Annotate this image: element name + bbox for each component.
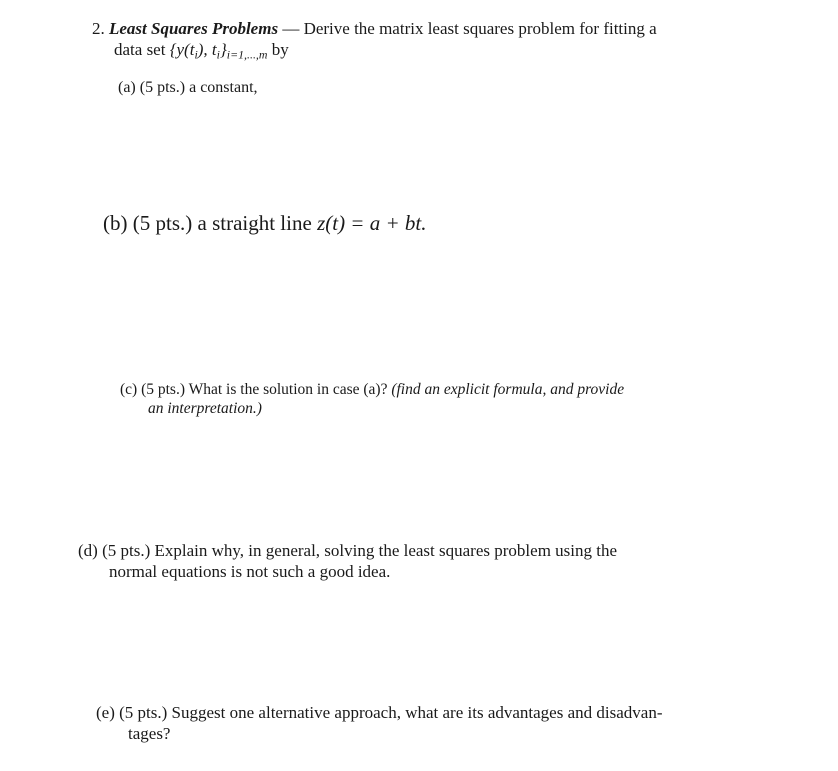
part-b-points: (5 pts.) <box>132 211 193 235</box>
part-c-label: (c) <box>120 381 138 398</box>
part-b <box>103 210 426 236</box>
problem-title: Least Squares Problems <box>109 19 279 38</box>
part-d-text-line1: Explain why, in general, solving the least squares problem using the <box>154 541 618 560</box>
dataset-suffix: by <box>271 40 289 60</box>
part-a-text: a constant, <box>189 79 258 96</box>
part-c <box>120 380 760 419</box>
problem-intro: Derive the matrix least squares problem for fitting a <box>303 19 657 38</box>
dataset-expr-close: } <box>219 40 227 60</box>
part-e-text-line2: tages? <box>128 724 171 744</box>
part-a <box>118 78 258 98</box>
part-a-label: (a) <box>118 79 136 96</box>
part-c-hint-line2: an interpretation.) <box>148 400 262 418</box>
part-e-points: (5 pts.) <box>119 703 168 722</box>
dataset-expression <box>169 40 268 62</box>
title-dash: — <box>282 19 300 38</box>
dataset-prefix: data set <box>114 40 166 60</box>
part-d <box>78 540 778 583</box>
part-b-text: a straight line <box>197 211 312 235</box>
part-b-label: (b) <box>103 211 128 235</box>
part-e-text-line1: Suggest one alternative approach, what are its advantages and disadvan- <box>171 703 663 722</box>
problem-heading <box>92 18 772 61</box>
dataset-sub-i2: i <box>216 47 220 62</box>
problem-number: 2. <box>92 19 105 38</box>
part-a-points: (5 pts.) <box>139 79 186 96</box>
part-c-text: What is the solution in case (a)? <box>188 381 388 398</box>
part-c-points: (5 pts.) <box>141 381 185 398</box>
dataset-expr-part: {y(t <box>169 40 195 60</box>
dataset-expr-mid: ), t <box>197 40 217 60</box>
dataset-range: i=1,...,m <box>226 47 268 62</box>
part-b-formula: z(t) = a + bt. <box>317 211 427 235</box>
part-d-label: (d) <box>78 541 98 560</box>
part-c-hint-line1: (find an explicit formula, and provide <box>391 381 625 398</box>
part-d-text-line2: normal equations is not such a good idea. <box>109 562 391 582</box>
dataset-sub-i1: i <box>194 47 198 62</box>
part-e <box>96 702 776 745</box>
part-e-label: (e) <box>96 703 115 722</box>
part-d-points: (5 pts.) <box>102 541 151 560</box>
problem-intro-line2 <box>92 39 772 60</box>
